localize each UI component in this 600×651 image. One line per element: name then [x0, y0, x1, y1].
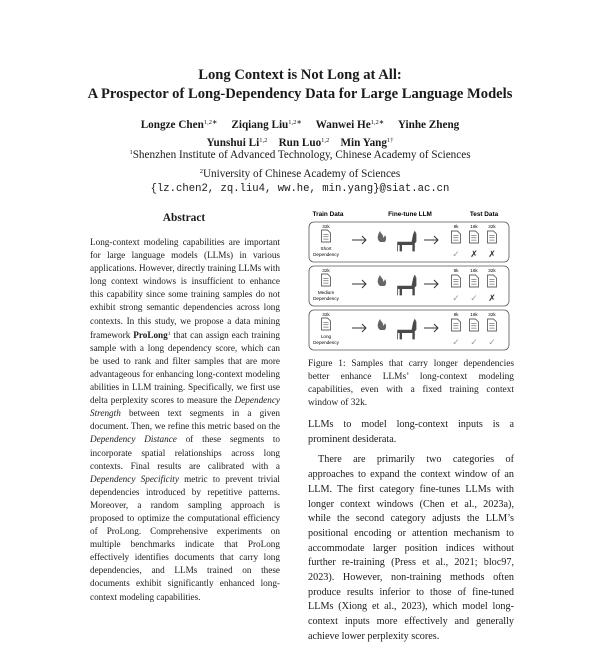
affiliation-2: $^2$University of Chinese Academy of Sciences	[199, 167, 401, 180]
document-icon	[452, 231, 461, 243]
author-sup: 1,2	[321, 137, 330, 144]
document-icon	[322, 274, 331, 286]
figure-row-short	[309, 222, 509, 262]
document-icon	[470, 275, 479, 287]
svg-text:8k: 8k	[453, 312, 459, 317]
arrow-icon	[352, 324, 366, 332]
flame-icon	[378, 319, 386, 330]
author-sup: 1,2∗	[203, 119, 218, 126]
col-train-data: Train Data	[312, 211, 344, 218]
author-name: Yinhe Zheng	[397, 119, 460, 131]
svg-text:32k: 32k	[488, 224, 496, 229]
svg-text:16k: 16k	[470, 224, 478, 229]
svg-text:16k: 16k	[470, 268, 478, 273]
author-name: Ziqiang Liu	[231, 119, 289, 131]
affiliations	[0, 145, 600, 198]
cross-icon: ✗	[488, 250, 496, 260]
affiliation-1: $^1$Shenzhen Institute of Advanced Technology, Chinese Academy of Sciences	[129, 149, 471, 161]
svg-text:8k: 8k	[453, 224, 459, 229]
author-sup: 1,2∗	[370, 119, 385, 126]
col-test-data: Test Data	[469, 211, 499, 218]
paper-title	[0, 66, 600, 104]
abstract-text: Long-context modeling capabilities are important for large language models (LLMs) in various applications. However, directly training LLMs with long context windows is insufficient to enhance this capability since some training samples do not exhibit strong semantic dependencies across long contexts. In this study, we propose a data mining framework ProLong$^1$ that can assign each training sample with a long dependency score, which can be used to rank and filter samples that are more advantageous for enhancing long-context modeling abilities in LLM training. Specifically, we first use delta perplexity scores to measure the Dependency Strength between text segments in a given document. Then, we refine this metric based on the Dependency Distance of these segments to incorporate spatial relationships across long contexts. Final results are calibrated with a Dependency Specificity metric to prevent trivial dependencies introduced by repetitive patterns. Moreover, a random sampling approach is proposed to optimize the computational efficiency of ProLong. Comprehensive experiments on multiple benchmarks indicate that ProLong effectively identifies documents that carry long dependencies, and LLMs trained on these documents exhibit significantly enhanced long-context modeling capabilities.	[90, 237, 280, 602]
llama-icon	[397, 231, 416, 252]
term-dependency-strength: Dependency Strength	[90, 395, 280, 419]
figure-row-long	[309, 310, 509, 350]
arrow-icon	[424, 324, 438, 332]
document-icon	[470, 319, 479, 331]
llama-icon	[397, 275, 416, 296]
arrow-icon	[424, 280, 438, 288]
svg-text:Medium: Medium	[317, 290, 335, 295]
author-emails: {lz.chen2, zq.liu4, ww.he, min.yang}@siat.ac.cn	[150, 183, 450, 196]
document-icon	[322, 318, 331, 330]
author-name: Yunshui Li	[206, 137, 260, 149]
svg-text:16k: 16k	[470, 312, 478, 317]
svg-text:Short: Short	[320, 246, 332, 251]
arrow-icon	[352, 236, 366, 244]
cross-icon: ✗	[488, 294, 496, 304]
check-icon: ✓	[488, 338, 496, 348]
svg-text:Dependency: Dependency	[313, 340, 339, 345]
cross-icon: ✗	[470, 250, 478, 260]
document-icon	[470, 231, 479, 243]
svg-text:Dependency: Dependency	[313, 252, 339, 257]
check-icon: ✓	[470, 294, 478, 304]
term-dependency-specificity: Dependency Specificity	[90, 473, 179, 484]
svg-text:Dependency: Dependency	[313, 296, 339, 301]
document-icon	[488, 275, 497, 287]
col-finetune-llm: Fine-tune LLM	[388, 211, 432, 218]
author-line-1	[0, 115, 600, 133]
svg-text:32k: 32k	[488, 312, 496, 317]
train-size: 32k	[322, 268, 330, 273]
body-paragraph: LLMs to model long-context inputs is a prominent desiderata.	[308, 419, 514, 445]
figure-1-caption: Figure 1: Samples that carry longer dependencies better enhance LLMs’ long-context modeling capabilities, even with a fixed training context window of 32k.	[308, 359, 514, 408]
svg-text:8k: 8k	[453, 268, 459, 273]
check-icon: ✓	[452, 294, 460, 304]
document-icon	[452, 275, 461, 287]
author-name: Run Luo	[278, 137, 322, 149]
title-line-2: A Prospector of Long-Dependency Data for Large Language Models	[87, 86, 513, 102]
document-icon	[488, 319, 497, 331]
figure-row-medium	[309, 266, 509, 306]
llama-icon	[397, 319, 416, 340]
svg-text:32k: 32k	[488, 268, 496, 273]
check-icon: ✓	[470, 338, 478, 348]
flame-icon	[378, 275, 386, 286]
train-size: 32k	[322, 312, 330, 317]
arrow-icon	[424, 236, 438, 244]
prolong-name: ProLong	[133, 329, 168, 340]
author-sup: 1,2	[259, 137, 268, 144]
train-size: 32k	[322, 224, 330, 229]
author-name: Min Yang	[340, 137, 388, 149]
document-icon	[322, 230, 331, 242]
abstract-heading: Abstract	[162, 212, 206, 224]
body-paragraph: There are primarily two categories of approaches to expand the context window of an LLM. The first category fine-tunes LLMs with longer context windows (Chen et al., 2023a), while the second category adjusts the LLM’s positional encoding or attention mechanism to accommodate larger position indices without further re-training (Press et al., 2021; bloc97, 2023). However, non-training methods often produce results inferior to those of fine-tuned LLMs (Xiong et al., 2023), which model long-context inputs more effectively and generally achieve lower perplexity scores.	[308, 454, 514, 642]
footnote-marker: 1	[167, 330, 171, 337]
author-sup: 1†	[387, 137, 394, 144]
author-name: Longze Chen	[140, 119, 204, 131]
figure-1-diagram	[306, 206, 512, 358]
author-name: Wanwei He	[315, 119, 371, 131]
check-icon: ✓	[452, 338, 460, 348]
intro-body	[308, 418, 514, 651]
svg-text:Long: Long	[320, 334, 332, 339]
check-icon: ✓	[452, 250, 460, 260]
document-icon	[488, 231, 497, 243]
arrow-icon	[352, 280, 366, 288]
author-sup: 1,2∗	[288, 119, 302, 126]
title-line-1: Long Context is Not Long at All:	[198, 67, 402, 83]
document-icon	[452, 319, 461, 331]
flame-icon	[378, 231, 386, 242]
term-dependency-distance: Dependency Distance	[90, 434, 177, 445]
